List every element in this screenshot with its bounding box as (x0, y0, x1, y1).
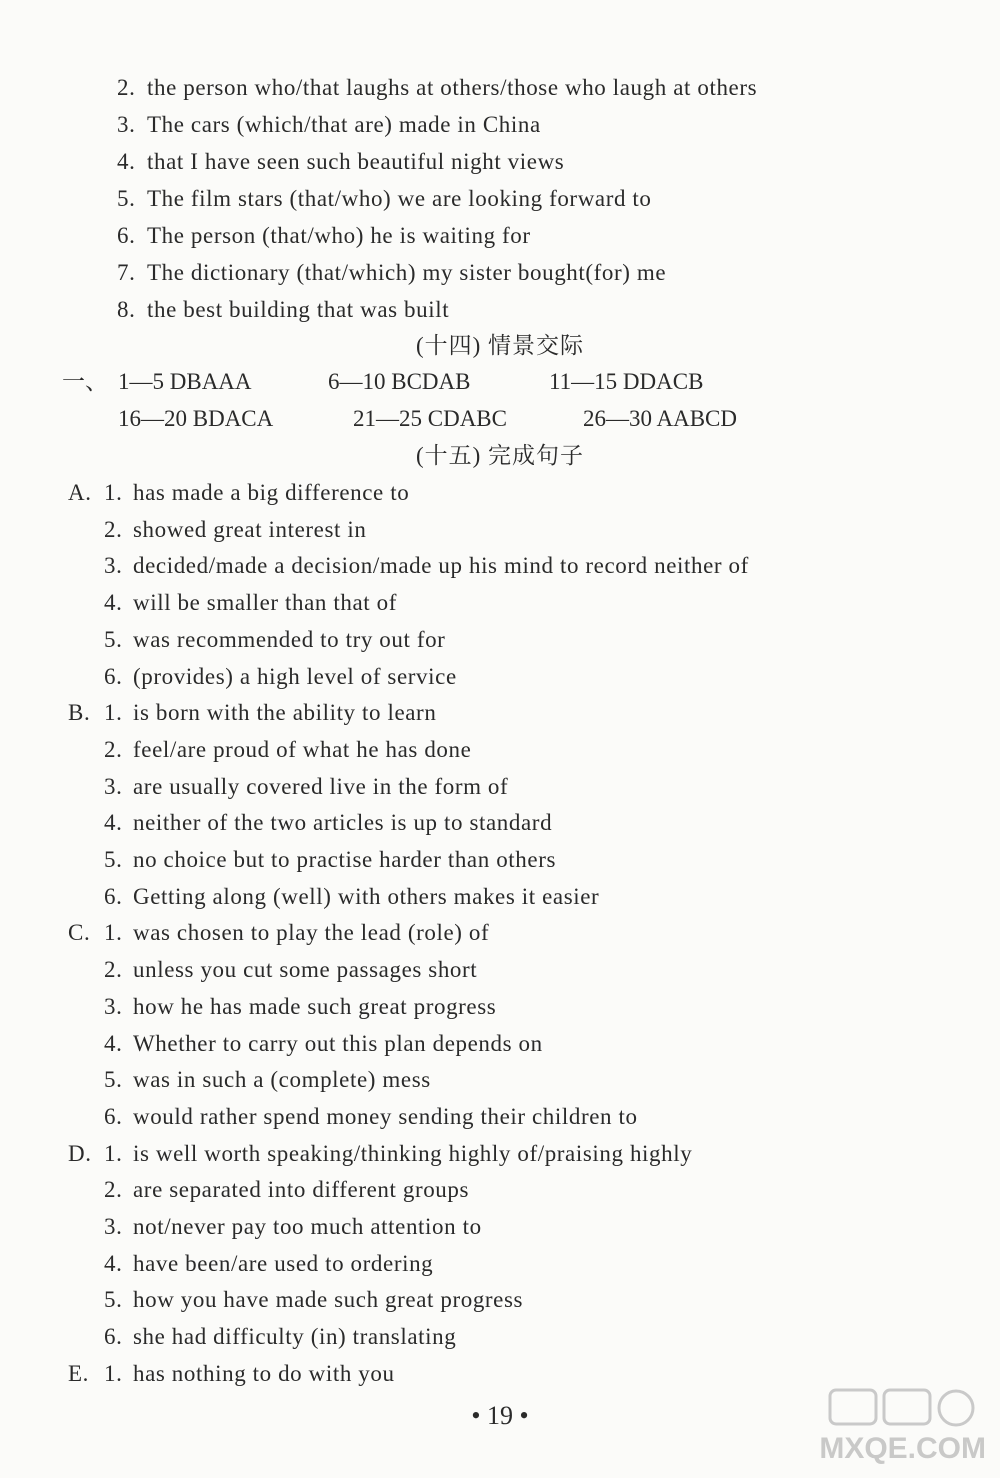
answer-text: she had difficulty (in) translating (133, 1324, 457, 1349)
answer-text: neither of the two articles is up to standard (133, 810, 553, 835)
section-14-prefix: 一、 (62, 369, 108, 394)
answer-text: has made a big difference to (133, 480, 410, 505)
answer-text: would rather spend money sending their children to (133, 1104, 638, 1129)
item-number: 4. (104, 1031, 123, 1056)
group-letter: D. (68, 1141, 92, 1166)
answer-line (104, 662, 457, 692)
item-number: 5. (104, 1287, 123, 1312)
item-number: 7. (117, 260, 136, 285)
answer-text: decided/made a decision/made up his mind to record neither of (133, 553, 749, 578)
answer-text: The dictionary (that/which) my sister bought(for) me (147, 260, 667, 285)
answer-group: 26—30 AABCD (583, 406, 737, 431)
section-14-heading: (十四) 情景交际 (415, 333, 585, 358)
item-number: 6. (117, 223, 136, 248)
answer-line (117, 73, 757, 103)
item-number: 6. (104, 1324, 123, 1349)
item-number: 3. (104, 994, 123, 1019)
section-14-row-2 (62, 404, 782, 434)
answer-text: no choice but to practise harder than others (133, 847, 557, 872)
section-15-heading: (十五) 完成句子 (415, 443, 585, 468)
item-number: 2. (104, 517, 123, 542)
answer-line (117, 258, 666, 288)
answer-line (104, 1285, 523, 1315)
answer-text: was chosen to play the lead (role) of (133, 920, 490, 945)
group-first-line (68, 698, 436, 728)
answer-text: how he has made such great progress (133, 994, 497, 1019)
group-first-line (68, 1359, 395, 1389)
answer-line (117, 184, 652, 214)
answer-line (104, 882, 599, 912)
answer-group: 6—10 BCDAB (328, 369, 471, 394)
answer-text: has nothing to do with you (133, 1361, 395, 1386)
page-number: • 19 • (471, 1401, 529, 1430)
answer-text: showed great interest in (133, 517, 367, 542)
item-number: 4. (104, 1251, 123, 1276)
answer-text: unless you cut some passages short (133, 957, 478, 982)
answer-text: Getting along (well) with others makes it easier (133, 884, 600, 909)
answer-group: 16—20 BDACA (118, 406, 274, 431)
item-number: 1. (104, 480, 123, 505)
answer-line (104, 845, 556, 875)
answer-line (104, 551, 749, 581)
answer-line (104, 992, 496, 1022)
answer-text: how you have made such great progress (133, 1287, 524, 1312)
item-number: 8. (117, 297, 136, 322)
answer-group: 1—5 DBAAA (118, 369, 252, 394)
item-number: 3. (104, 553, 123, 578)
group-letter: A. (68, 480, 92, 505)
group-first-line (68, 478, 409, 508)
item-number: 2. (104, 957, 123, 982)
item-number: 6. (104, 664, 123, 689)
answer-line (104, 1029, 543, 1059)
answer-text: is born with the ability to learn (133, 700, 437, 725)
answer-text: is well worth speaking/thinking highly of/praising highly (133, 1141, 693, 1166)
answer-line (104, 1212, 482, 1242)
answer-line (117, 147, 564, 177)
answer-text: the best building that was built (147, 297, 450, 322)
group-first-line (68, 1139, 692, 1169)
item-number: 1. (104, 1141, 123, 1166)
answer-text: was in such a (complete) mess (133, 1067, 431, 1092)
answer-text: The cars (which/that are) made in China (147, 112, 541, 137)
item-number: 5. (104, 627, 123, 652)
answer-line (104, 1102, 638, 1132)
watermark-text: MXQE.COM (819, 1432, 986, 1464)
answer-line (104, 1322, 456, 1352)
item-number: 2. (104, 737, 123, 762)
answer-group: 11—15 DDACB (549, 369, 704, 394)
item-number: 1. (104, 1361, 123, 1386)
answer-text: are separated into different groups (133, 1177, 470, 1202)
item-number: 6. (104, 884, 123, 909)
watermark-logo (738, 1384, 988, 1464)
answer-text: The person (that/who) he is waiting for (147, 223, 531, 248)
answer-line (104, 1175, 469, 1205)
item-number: 2. (117, 75, 136, 100)
item-number: 5. (104, 847, 123, 872)
answer-line (104, 515, 366, 545)
group-letter: B. (68, 700, 91, 725)
item-number: 6. (104, 1104, 123, 1129)
answer-text: The film stars (that/who) we are looking forward to (147, 186, 652, 211)
answer-line (104, 808, 552, 838)
answer-line (117, 221, 531, 251)
answer-group: 21—25 CDABC (353, 406, 507, 431)
answer-text: will be smaller than that of (133, 590, 397, 615)
answer-line (104, 735, 471, 765)
item-number: 1. (104, 700, 123, 725)
group-first-line (68, 918, 489, 948)
answer-text: the person who/that laughs at others/those who laugh at others (147, 75, 758, 100)
answer-line (104, 772, 508, 802)
answer-text: Whether to carry out this plan depends on (133, 1031, 543, 1056)
answer-line (104, 955, 477, 985)
answer-text: feel/are proud of what he has done (133, 737, 472, 762)
answer-text: was recommended to try out for (133, 627, 446, 652)
item-number: 3. (104, 1214, 123, 1239)
answer-line (117, 110, 541, 140)
answer-text: have been/are used to ordering (133, 1251, 434, 1276)
item-number: 2. (104, 1177, 123, 1202)
answer-text: (provides) a high level of service (133, 664, 457, 689)
answer-line (104, 588, 397, 618)
item-number: 3. (104, 774, 123, 799)
answer-line (104, 625, 445, 655)
group-letter: E. (68, 1361, 89, 1386)
item-number: 4. (104, 810, 123, 835)
item-number: 4. (104, 590, 123, 615)
answer-text: not/never pay too much attention to (133, 1214, 482, 1239)
answer-line (117, 295, 449, 325)
item-number: 1. (104, 920, 123, 945)
answer-line (104, 1249, 433, 1279)
group-letter: C. (68, 920, 91, 945)
item-number: 5. (117, 186, 136, 211)
item-number: 4. (117, 149, 136, 174)
answer-text: are usually covered live in the form of (133, 774, 509, 799)
answer-line (104, 1065, 431, 1095)
section-14-row-1 (62, 367, 782, 397)
item-number: 3. (117, 112, 136, 137)
item-number: 5. (104, 1067, 123, 1092)
answer-text: that I have seen such beautiful night views (147, 149, 565, 174)
